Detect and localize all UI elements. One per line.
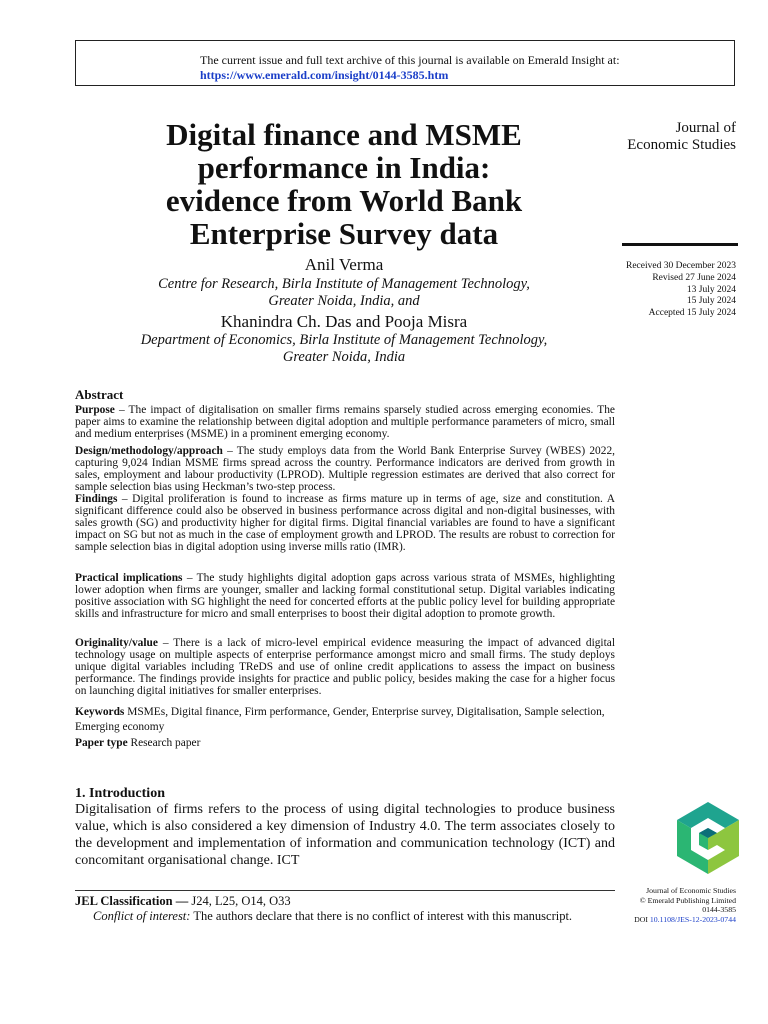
abstract-heading: Abstract [75, 387, 124, 402]
author-secondary: Khanindra Ch. Das and Pooja Misra [220, 312, 468, 331]
jel-classification: JEL Classification — J24, L25, O14, O33 [75, 894, 291, 908]
author-primary: Anil Verma [304, 255, 384, 274]
journal-name: Journal of Economic Studies [627, 120, 736, 153]
introduction-text: Digitalisation of firms refers to the process of using digital technologies to produce business value, which is also considered a key dimension of Industry 4.0. The term associates closely to the development and implementation of information and communication technology (ICT) and concomitant organisational change. ICT [75, 802, 615, 868]
conflict-of-interest: Conflict of interest: The authors declare that there is no conflict of interest with this manuscript. [93, 909, 573, 923]
journal-url-link[interactable]: https://www.emerald.com/insight/0144-3585.htm [200, 68, 449, 82]
journal-divider [622, 243, 738, 246]
abstract-practical: Practical implications – The study highlights digital adoption gaps across various strata of MSMEs, highlighting lower adoption when firms are younger, smaller and lacking formal constitutional setup. Digital variables indicating positive association with SG highlight the need for concerted efforts at the public policy level for building appropriate skills and infrastructure for micro and small enterprises to boost their digital adoption to promote growth. [75, 572, 615, 620]
abstract-design: Design/methodology/approach – The study employs data from the World Bank Enterprise Survey (WBES) 2022, capturing 9,024 Indian MSME firms spread across the country. Performance indicators are derived from growth in sales, employment and labour productivity (LPROD). Multiple regression estimates are derived that also correct for sample selection bias using Heckman’s two-step process. [75, 445, 615, 493]
archive-notice: The current issue and full text archive of this journal is available on Emerald Insight at: [200, 53, 620, 67]
footer-divider [75, 890, 615, 891]
abstract-findings: Findings – Digital proliferation is found to increase as firms mature up in terms of age, size and constitution. A significant difference could also be observed in business performance across digital and non-digital businesses, with sales growth (SG) and productivity higher for digital firms. Digital financial variables are found to have a significant impact on SG but not as much in the case of employment growth and LPROD. The results are robust to correction for sample selection bias in digital adoption using inverse mills ratio (IMR). [75, 493, 615, 553]
affiliation-secondary: Department of Economics, Birla Institute of Management Technology, Greater Noida, India [140, 332, 548, 365]
affiliation-primary: Centre for Research, Birla Institute of Management Technology, Greater Noida, India, and [158, 276, 530, 309]
publication-info: Journal of Economic Studies © Emerald Publishing Limited 0144-3585 DOI 10.1108/JES-12-2023-0744 [634, 886, 736, 924]
keywords: Keywords MSMEs, Digital finance, Firm performance, Gender, Enterprise survey, Digitalisation, Sample selection, Emerging economy [75, 706, 605, 733]
doi-link[interactable]: 10.1108/JES-12-2023-0744 [649, 914, 736, 924]
article-history: Received 30 December 2023 Revised 27 June 2024 13 July 2024 15 July 2024 Accepted 15 July 2024 [626, 261, 736, 319]
section-heading-introduction: 1. Introduction [75, 786, 165, 801]
abstract-originality: Originality/value – There is a lack of micro-level empirical evidence measuring the impact of advanced digital technology usage on multiple aspects of enterprise performance amongst micro and small firms. The study deploys unique digital variables including TReDS and use of online credit applications to assess the impact on business performance. The findings provide insights for practice and public policy, besides making the case for a higher focus on launching digital initiatives for smaller enterprises. [75, 637, 615, 697]
emerald-logo-icon [677, 802, 739, 874]
abstract-purpose: Purpose – The impact of digitalisation on smaller firms remains sparsely studied across emerging economies. The paper aims to examine the relationship between digital adoption and multiple performance parameters of micro, small and medium enterprises (MSME) in a prominent emerging economy. [75, 404, 615, 440]
article-title: Digital finance and MSME performance in India: evidence from World Bank Enterprise Survey data [165, 117, 523, 251]
paper-type: Paper type Research paper [75, 737, 201, 749]
